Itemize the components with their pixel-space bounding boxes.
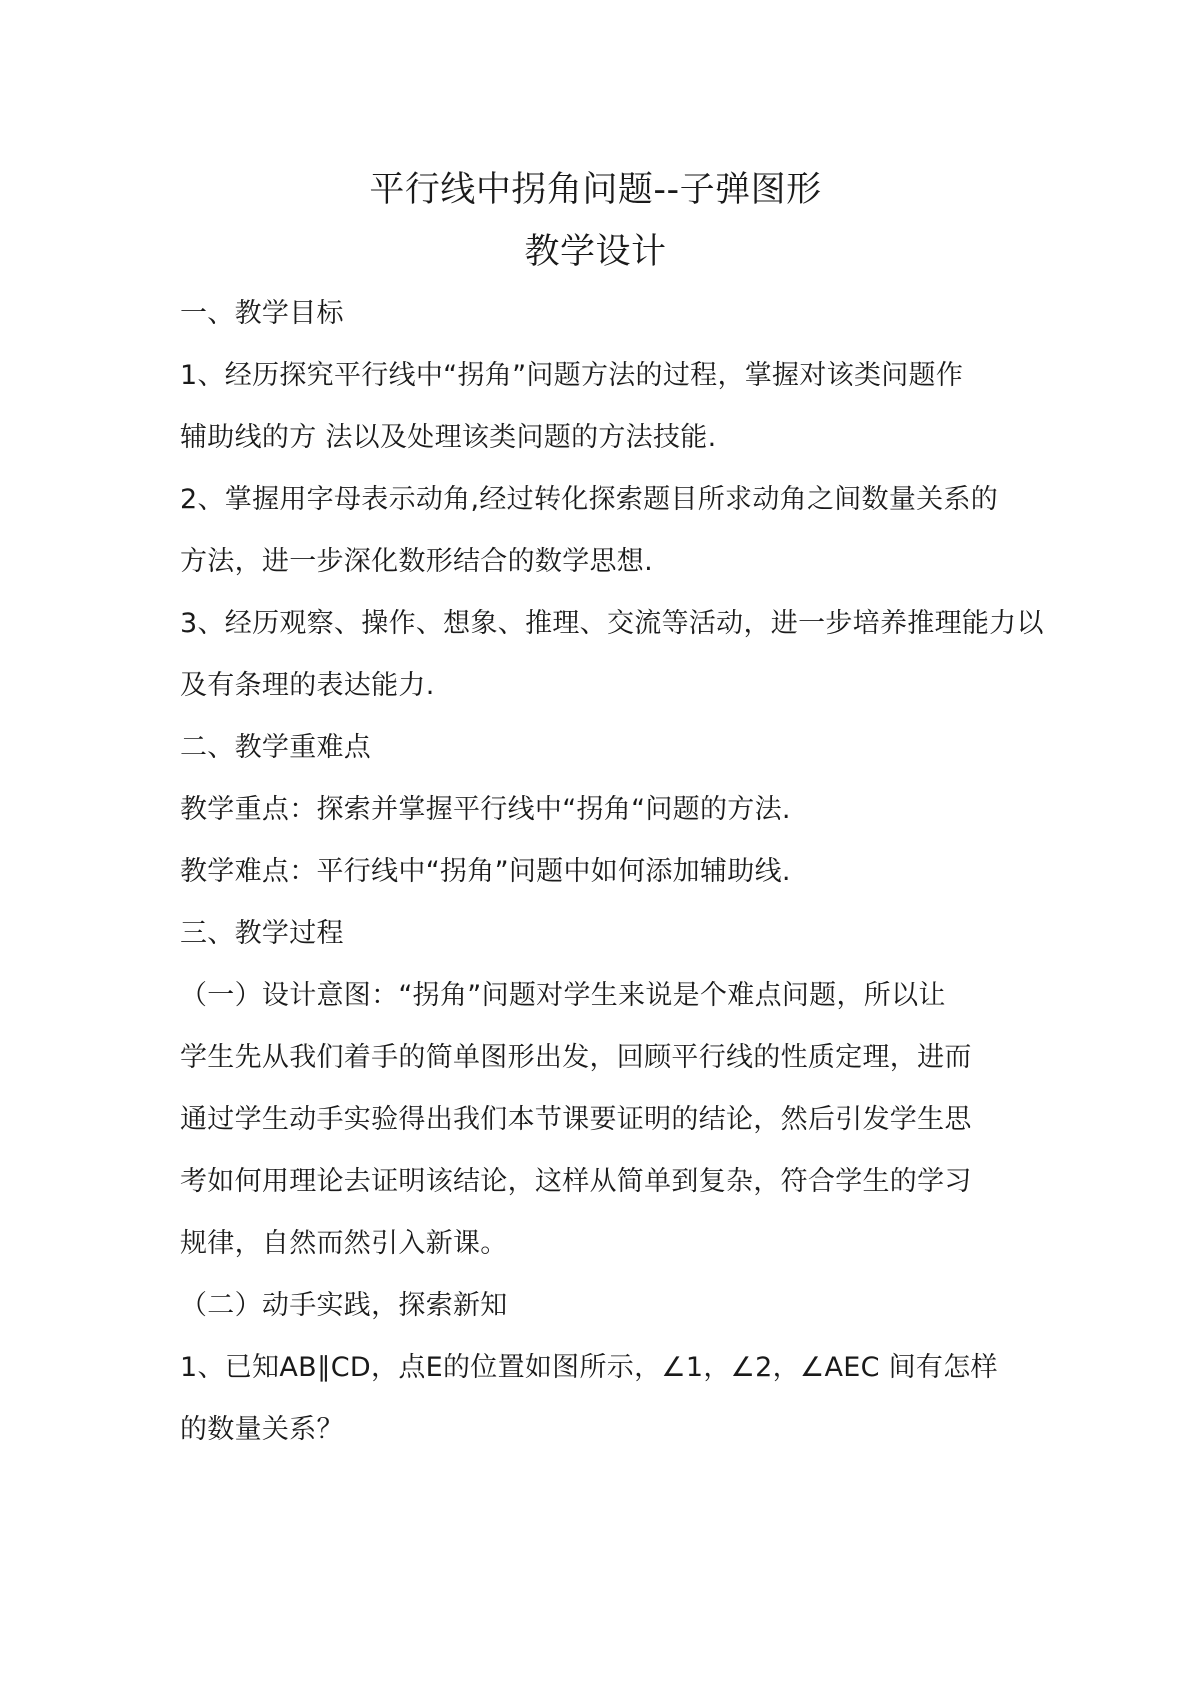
paragraph-line: 方法，进一步深化数形结合的数学思想. bbox=[180, 546, 653, 577]
paragraph-line: （一）设计意图：“拐角”问题对学生来说是个难点问题，所以让 bbox=[180, 980, 946, 1011]
paragraph-line: 3、经历观察、操作、想象、推理、交流等活动，进一步培养推理能力以 bbox=[180, 608, 1044, 639]
paragraph-line: 考如何用理论去证明该结论，这样从简单到复杂，符合学生的学习 bbox=[180, 1166, 972, 1197]
document-title: 平行线中拐角问题--子弹图形 bbox=[369, 170, 822, 210]
paragraph-line: 教学重点：探索并掌握平行线中“拐角“问题的方法. bbox=[180, 794, 791, 825]
paragraph-line: 及有条理的表达能力. bbox=[180, 670, 435, 701]
paragraph-line: 2、掌握用字母表示动角,经过转化探索题目所求动角之间数量关系的 bbox=[180, 484, 999, 515]
subsection-heading: （二）动手实践，探索新知 bbox=[180, 1290, 508, 1321]
section-heading-goals: 一、教学目标 bbox=[180, 298, 344, 329]
section-heading-key-points: 二、教学重难点 bbox=[180, 732, 372, 763]
paragraph-line: 学生先从我们着手的简单图形出发，回顾平行线的性质定理，进而 bbox=[180, 1042, 972, 1073]
paragraph-line: 通过学生动手实验得出我们本节课要证明的结论，然后引发学生思 bbox=[180, 1104, 972, 1135]
paragraph-line: 教学难点：平行线中“拐角”问题中如何添加辅助线. bbox=[180, 856, 791, 887]
paragraph-line: 辅助线的方 法以及处理该类问题的方法技能. bbox=[180, 422, 717, 453]
paragraph-line: 1、已知AB∥CD，点E的位置如图所示，∠1，∠2，∠AEC 间有怎样 bbox=[180, 1352, 998, 1383]
section-heading-process: 三、教学过程 bbox=[180, 918, 344, 949]
document-subtitle: 教学设计 bbox=[524, 232, 667, 272]
paragraph-line: 规律，自然而然引入新课。 bbox=[180, 1228, 508, 1259]
paragraph-line: 1、经历探究平行线中“拐角”问题方法的过程，掌握对该类问题作 bbox=[180, 360, 964, 391]
paragraph-line: 的数量关系？ bbox=[180, 1414, 344, 1445]
